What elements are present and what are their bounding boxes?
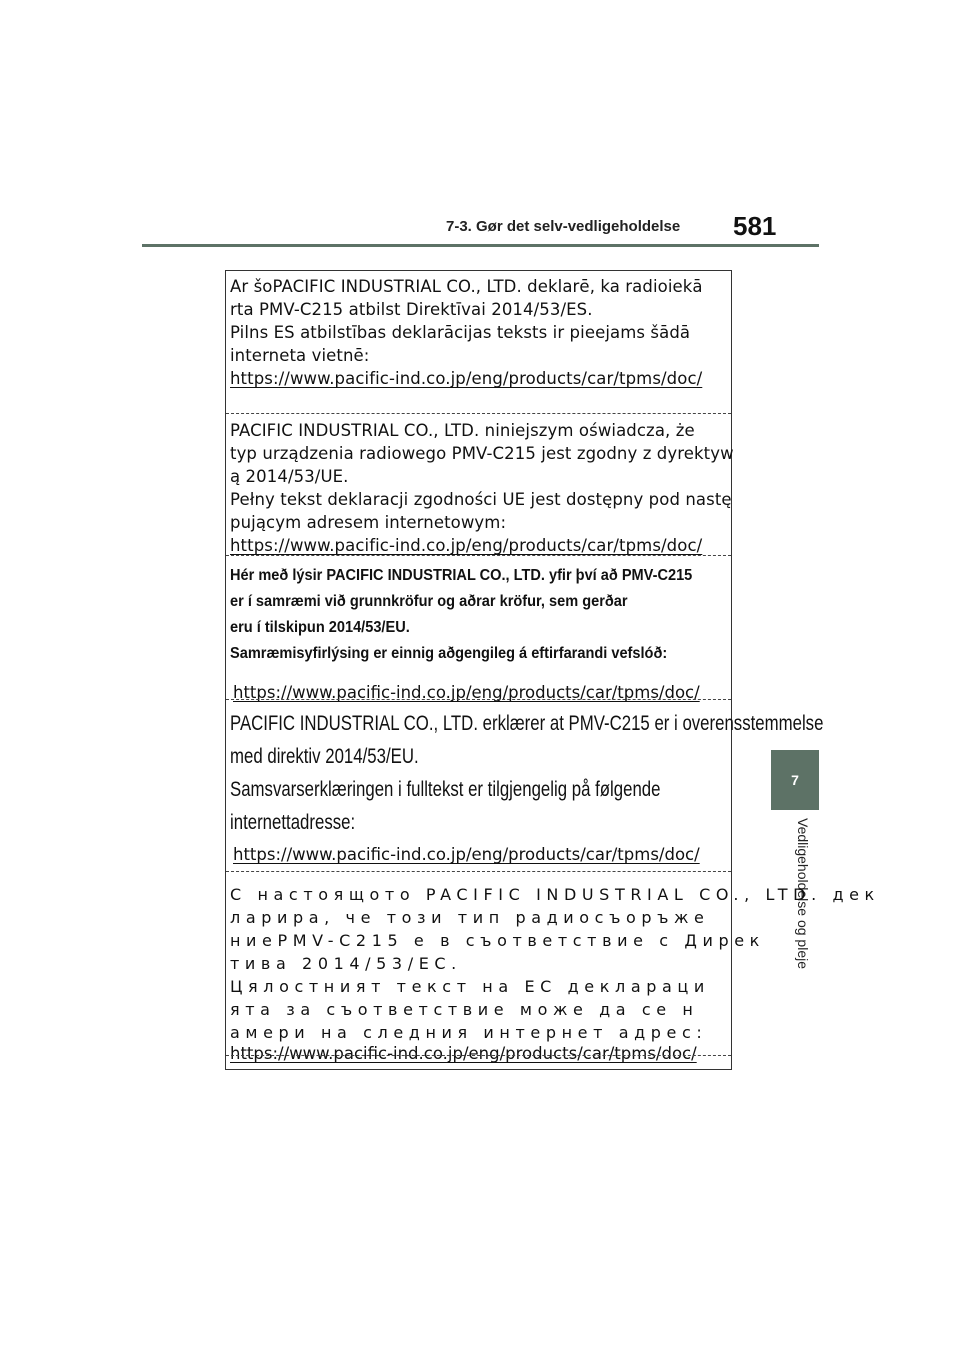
declaration-polish xyxy=(230,419,734,557)
declaration-url[interactable]: https://www.pacific-ind.co.jp/eng/products/car/tpms/doc/ xyxy=(230,1044,697,1063)
text-line: eru í tilskipun 2014/53/EU. xyxy=(230,619,410,636)
text-line: ларира, че този тип радиосъоръже xyxy=(230,908,710,927)
text-line: Pełny tekst deklaracji zgodności UE jest dostępny pod nastę xyxy=(230,490,732,509)
text-line: Samræmisyfirlýsing er einnig aðgengileg á eftirfarandi vefslóð: xyxy=(230,645,668,662)
declaration-latvian xyxy=(230,275,727,390)
text-line: interneta vietnē: xyxy=(230,346,370,365)
text-line: Pilns ES atbilstības deklarācijas teksts ir pieejams šādā xyxy=(230,323,691,342)
section-divider xyxy=(226,1055,731,1056)
text-line: Ar šoPACIFIC INDUSTRIAL CO., LTD. deklarē, ka radioiekā xyxy=(230,277,703,296)
text-line: ą 2014/53/UE. xyxy=(230,467,349,486)
text-line: амери на следния интернет адрес: xyxy=(230,1023,708,1042)
text-line: ята за съответствие може да се н xyxy=(230,1000,699,1019)
chapter-label: Vedligeholdelse og pleje xyxy=(795,818,811,970)
text-line: Hér með lýsir PACIFIC INDUSTRIAL CO., LTD. yfir því að PMV-C215 xyxy=(230,567,693,584)
chapter-tab xyxy=(771,750,819,810)
text-line: PACIFIC INDUSTRIAL CO., LTD. niniejszym oświadcza, że xyxy=(230,421,695,440)
section-divider xyxy=(226,413,731,414)
text-line: Samsvarserklæringen i fulltekst er tilgjengelig på følgende xyxy=(230,778,661,801)
page-number: 581 xyxy=(733,211,777,241)
declaration-url[interactable]: https://www.pacific-ind.co.jp/eng/products/car/tpms/doc/ xyxy=(233,683,700,702)
declaration-danish xyxy=(230,707,824,864)
text-line: ниеPMV-C215 е в съответствие с Дирек xyxy=(230,931,765,950)
text-line: internettadresse: xyxy=(230,811,356,834)
declaration-url[interactable]: https://www.pacific-ind.co.jp/eng/products/car/tpms/doc/ xyxy=(230,369,703,388)
text-line: typ urządzenia radiowego PMV-C215 jest zgodny z dyrektyw xyxy=(230,444,734,463)
section-title: 7-3. Gør det selv-vedligeholdelse xyxy=(446,218,681,235)
text-line: С настоящото PACIFIC INDUSTRIAL CO., LTD. дек xyxy=(230,885,880,904)
text-line: pującym adresem internetowym: xyxy=(230,513,507,532)
section-divider xyxy=(226,555,731,556)
header-divider xyxy=(142,244,819,247)
text-line: rta PMV-C215 atbilst Direktīvai 2014/53/ES. xyxy=(230,300,593,319)
text-line: Цялостният текст на ЕС деклараци xyxy=(230,977,710,996)
text-line: er í samræmi við grunnkröfur og aðrar kröfur, sem gerðar xyxy=(230,593,628,610)
text-line: тива 2014/53/ЕС. xyxy=(230,954,462,973)
text-line: med direktiv 2014/53/EU. xyxy=(230,745,419,768)
declaration-icelandic xyxy=(230,563,727,702)
section-divider xyxy=(226,871,731,872)
declaration-url[interactable]: https://www.pacific-ind.co.jp/eng/products/car/tpms/doc/ xyxy=(233,845,700,864)
declaration-url[interactable]: https://www.pacific-ind.co.jp/eng/products/car/tpms/doc/ xyxy=(230,536,703,555)
chapter-number: 7 xyxy=(791,772,799,788)
text-line: PACIFIC INDUSTRIAL CO., LTD. erklærer at PMV-C215 er i overensstemmelse xyxy=(230,712,824,735)
section-divider xyxy=(226,699,731,700)
